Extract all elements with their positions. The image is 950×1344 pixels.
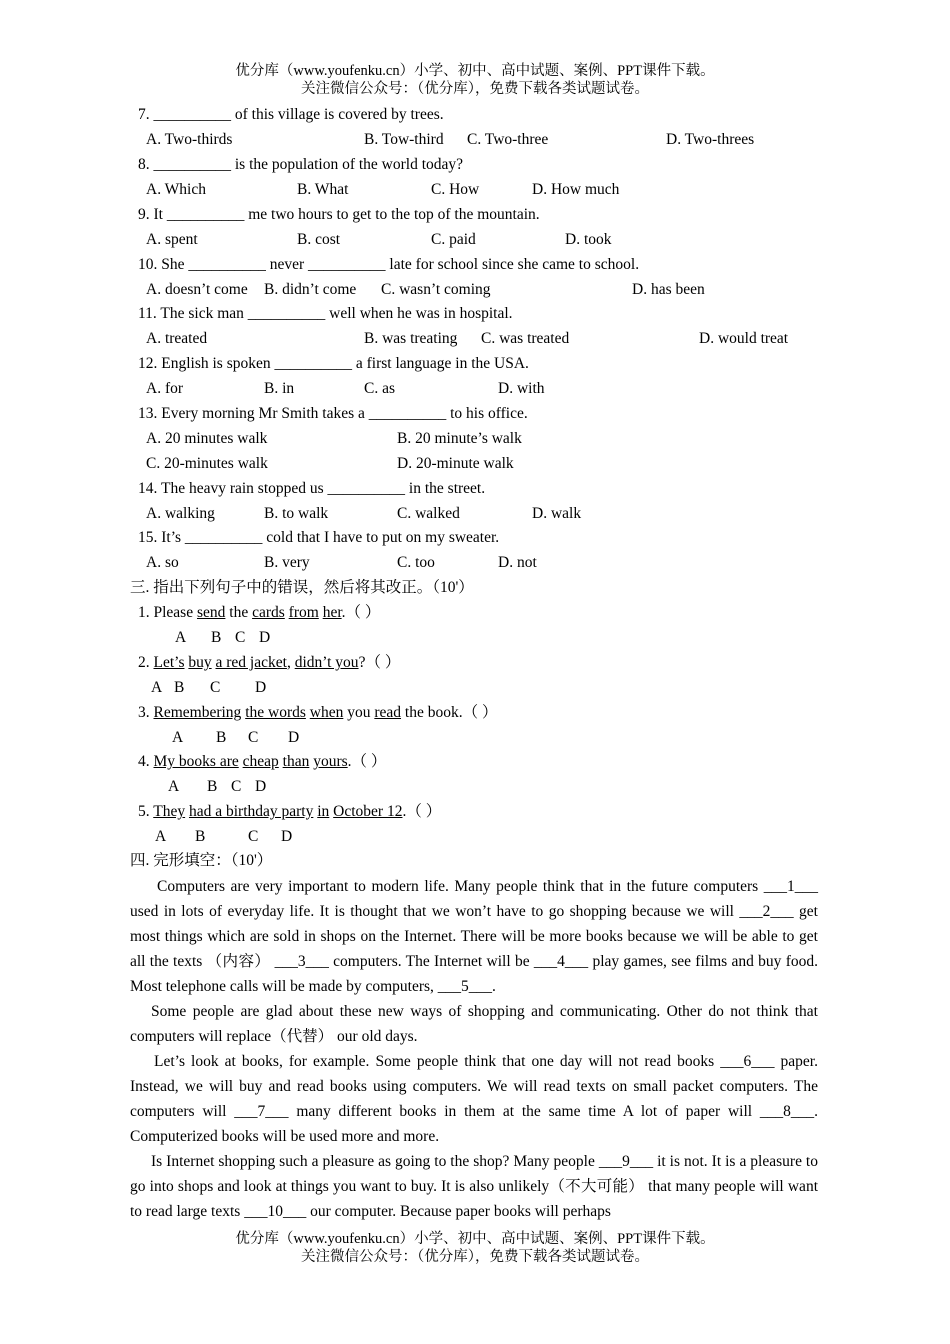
s4-label-a: A [168, 778, 180, 795]
q13-option-c: C. 20-minutes walk [146, 455, 268, 472]
page-footer-line2: 关注微信公众号：（优分库），免费下载各类试题试卷。 [301, 1249, 649, 1265]
q14-option-b: B. to walk [264, 505, 329, 522]
q12-option-b: B. in [264, 380, 295, 397]
s2-label-d: D [255, 679, 267, 696]
q15-option-a: A. so [146, 554, 179, 571]
question-7: 7. __________ of this village is covered by trees. [138, 106, 444, 123]
s1-label-a: A [175, 629, 187, 646]
q14-option-d: D. walk [532, 505, 582, 522]
q14-option-c: C. walked [397, 505, 460, 522]
q12-option-c: C. as [364, 380, 395, 397]
q15-option-c: C. too [397, 554, 435, 571]
s3-label-c: C [248, 729, 259, 746]
q15-option-d: D. not [498, 554, 537, 571]
question-11: 11. The sick man __________ well when he was in hospital. [138, 305, 513, 322]
page-header-line1: 优分库（www.youfenku.cn）小学、初中、高中试题、案例、PPT课件下载。 [235, 63, 715, 79]
s4-label-b: B [207, 778, 218, 795]
answer-paren: （ ） [345, 604, 381, 621]
s2-label-a: A [151, 679, 163, 696]
q12-option-a: A. for [146, 380, 184, 397]
q10-option-c: C. wasn’t coming [381, 281, 491, 298]
q8-option-d: D. How much [532, 181, 620, 198]
q12-option-d: D. with [498, 380, 545, 397]
s2-label-b: B [174, 679, 185, 696]
s4-label-c: C [231, 778, 242, 795]
error-sentence-5: 5. They had a birthday party in October 12.（ ） [138, 803, 442, 820]
question-13: 13. Every morning Mr Smith takes a __________ to his office. [138, 405, 528, 422]
cloze-paragraph-2: Some people are glad about these new ways of shopping and communicating. Other do not think that computers will replace（代替） our old days. [130, 1003, 818, 1045]
q9-option-d: D. took [565, 231, 612, 248]
s4-label-d: D [255, 778, 267, 795]
error-sentence-3: 3. Remembering the words when you read the book.（ ） [138, 704, 498, 721]
cloze-paragraph-4: Is Internet shopping such a pleasure as going to the shop? Many people ___9___ it is not. It is a pleasure to go into shops and look at things you want to buy. It is also unlikely（不大可能） that many people will want to read large texts ___10___ our computer. Because paper books will perhaps [130, 1153, 818, 1220]
question-12: 12. English is spoken __________ a first language in the USA. [138, 355, 529, 372]
answer-paren: （ ） [351, 753, 387, 770]
q7-option-d: D. Two-threes [666, 131, 755, 148]
q15-option-b: B. very [264, 554, 310, 571]
q9-option-a: A. spent [146, 231, 198, 248]
s3-label-a: A [172, 729, 184, 746]
error-sentence-1: 1. Please send the cards from her.（ ） [138, 604, 381, 621]
error-sentence-2: 2. Let’s buy a red jacket, didn’t you?（ ） [138, 654, 401, 671]
q10-option-d: D. has been [632, 281, 705, 298]
q8-option-a: A. Which [146, 181, 206, 198]
s3-label-b: B [216, 729, 227, 746]
question-14: 14. The heavy rain stopped us __________ in the street. [138, 480, 486, 497]
s1-label-c: C [235, 629, 246, 646]
page-header-line2: 关注微信公众号：（优分库），免费下载各类试题试卷。 [301, 81, 649, 97]
answer-paren: （ ） [406, 803, 442, 820]
s5-label-c: C [248, 828, 259, 845]
q13-option-a: A. 20 minutes walk [146, 430, 268, 447]
q10-option-b: B. didn’t come [264, 281, 357, 298]
q7-option-c: C. Two-three [467, 131, 549, 148]
s2-label-c: C [210, 679, 221, 696]
q7-option-a: A. Two-thirds [146, 131, 233, 148]
cloze-paragraph-1: Computers are very important to modern life. Many people think that in the future computers ___1___ used in lots of everyday life. It is thought that we won’t have to go shopping because we will ___2___ get most things which are sold in shops on the Internet. There will be more books because we will be able to get all the texts （内容） ___3___ computers. The Internet will be ___4___ play games, see films and buy food. Most telephone calls will be made by computers, ___5___. [130, 878, 818, 995]
s1-label-d: D [259, 629, 271, 646]
q10-option-a: A. doesn’t come [146, 281, 248, 298]
section-4-title: 四. 完形填空：（10'） [130, 852, 273, 869]
s5-label-b: B [195, 828, 206, 845]
q13-option-b: B. 20 minute’s walk [397, 430, 522, 447]
question-15: 15. It’s __________ cold that I have to put on my sweater. [138, 529, 500, 546]
q8-option-c: C. How [431, 181, 480, 198]
q7-option-b: B. Tow-third [364, 131, 444, 148]
answer-paren: （ ） [365, 654, 401, 671]
page-footer-line1: 优分库（www.youfenku.cn）小学、初中、高中试题、案例、PPT课件下载。 [235, 1231, 715, 1247]
q11-option-a: A. treated [146, 330, 208, 347]
section-3-title: 三. 指出下列句子中的错误，然后将其改正。（10'） [130, 579, 474, 596]
error-sentence-4: 4. My books are cheap than yours.（ ） [138, 753, 387, 770]
answer-paren: （ ） [462, 704, 498, 721]
s3-label-d: D [288, 729, 300, 746]
q11-option-c: C. was treated [481, 330, 570, 347]
question-10: 10. She __________ never __________ late for school since she came to school. [138, 256, 640, 273]
s1-label-b: B [211, 629, 222, 646]
q8-option-b: B. What [297, 181, 349, 198]
q9-option-c: C. paid [431, 231, 476, 248]
q11-option-b: B. was treating [364, 330, 458, 347]
cloze-paragraph-3: Let’s look at books, for example. Some people think that one day will not read books ___6___ paper. Instead, we will buy and read books using computers. We will read texts on small packet computers. The computers will ___7___ many different books in them at the same time A lot of paper will ___8___. Computerized books will be used more and more. [130, 1053, 818, 1145]
q13-option-d: D. 20-minute walk [397, 455, 514, 472]
q14-option-a: A. walking [146, 505, 215, 522]
s5-label-a: A [155, 828, 167, 845]
s5-label-d: D [281, 828, 293, 845]
question-8: 8. __________ is the population of the world today? [138, 156, 464, 173]
q11-option-d: D. would treat [699, 330, 789, 347]
question-9: 9. It __________ me two hours to get to the top of the mountain. [138, 206, 540, 223]
q9-option-b: B. cost [297, 231, 341, 248]
